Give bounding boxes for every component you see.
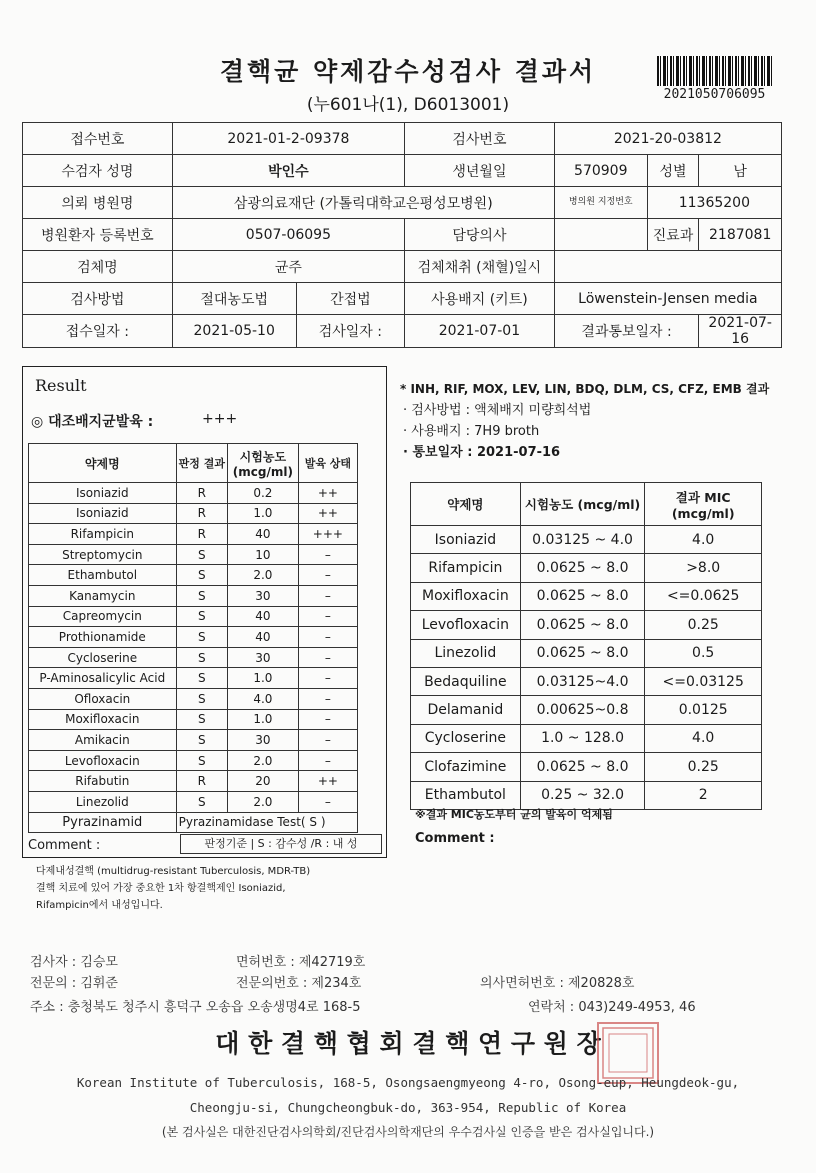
- table-cell: –: [298, 585, 357, 606]
- table-cell: 20: [227, 771, 298, 792]
- table-cell: 0.0125: [645, 696, 762, 724]
- table-cell: 0.25: [645, 611, 762, 639]
- table-cell: Levofloxacin: [29, 750, 177, 771]
- table-row: [29, 730, 358, 751]
- table-cell: –: [298, 730, 357, 751]
- table-row: [411, 724, 762, 752]
- solid-media-rows: [29, 483, 358, 813]
- table-cell: S: [176, 544, 227, 565]
- table-cell: S: [176, 750, 227, 771]
- barcode-icon: [657, 56, 772, 86]
- table-cell: –: [298, 544, 357, 565]
- table-header-row: [29, 444, 358, 483]
- institute-en-line-1: Korean Institute of Tuberculosis, 168-5, Osongsaengmyeong 4-ro, Osong-eup, Heungdeok-gu,: [76, 1075, 740, 1090]
- info-row: [23, 219, 782, 251]
- doctor-empty: [554, 219, 647, 251]
- table-cell: 0.0625 ~ 8.0: [520, 611, 645, 639]
- table-cell: 0.25 ~ 32.0: [520, 781, 645, 809]
- label-hospital-reg: 병원환자 등록번호: [23, 219, 173, 251]
- table-cell: Ofloxacin: [29, 688, 177, 709]
- institute-en-line-2: Cheongju-si, Chungcheongbuk-do, 363-954, Republic of Korea: [189, 1100, 627, 1115]
- right-header-line: * INH, RIF, MOX, LEV, LIN, BDQ, DLM, CS, CFZ, EMB 결과: [400, 382, 770, 396]
- label-hospital: 의뢰 병원명: [23, 187, 173, 219]
- table-row: [29, 606, 358, 627]
- table-cell: 0.03125 ~ 4.0: [520, 526, 645, 554]
- label-birth: 생년월일: [405, 155, 555, 187]
- table-cell: P-Aminosalicylic Acid: [29, 668, 177, 689]
- label-receipt-no: 접수번호: [23, 123, 173, 155]
- table-row: [29, 771, 358, 792]
- table-cell: –: [298, 627, 357, 648]
- label-hospital-code: 병의원 지정번호: [554, 187, 647, 219]
- report-date: 2021-07-16: [699, 315, 782, 348]
- header-conc: 시험농도 (mcg/ml): [227, 444, 298, 483]
- label-specimen: 검체명: [23, 251, 173, 283]
- address: 주소 : 충청북도 청주시 흥덕구 오송읍 오송생명4로 168-5: [30, 1000, 361, 1015]
- table-cell: S: [176, 627, 227, 648]
- header-judge: 판정 결과: [176, 444, 227, 483]
- solid-media-results-table: [28, 443, 358, 833]
- pza-row: [29, 812, 358, 833]
- specialist: 전문의 : 김휘준: [30, 976, 118, 991]
- license-no: 면허번호 : 제42719호: [236, 955, 366, 970]
- table-cell: ++: [298, 503, 357, 524]
- method-1: 절대농도법: [172, 283, 296, 315]
- table-cell: S: [176, 730, 227, 751]
- table-row: [411, 753, 762, 781]
- mic-note: ※결과 MIC농도부터 균의 발육이 억제됨: [415, 808, 613, 821]
- label-report-date: 결과통보일자 :: [554, 315, 699, 348]
- table-row: [29, 750, 358, 771]
- barcode-number: 2021050706095: [663, 87, 766, 102]
- table-cell: ++: [298, 483, 357, 504]
- certification-note: (본 검사실은 대한진단검사의학회/진단검사의학재단의 우수검사실 인증을 받은 검사실입니다.): [161, 1125, 655, 1139]
- header-growth: 발육 상태: [298, 444, 357, 483]
- test-date: 2021-07-01: [405, 315, 555, 348]
- seal-icon: [599, 1024, 657, 1082]
- table-row: [411, 667, 762, 695]
- table-cell: S: [176, 791, 227, 812]
- table-row: [29, 627, 358, 648]
- criteria-box: 판정기준 | S : 감수성 /R : 내 성: [180, 834, 382, 854]
- table-row: [29, 524, 358, 545]
- table-cell: 10: [227, 544, 298, 565]
- table-cell: S: [176, 688, 227, 709]
- table-cell: 0.25: [645, 753, 762, 781]
- table-row: [29, 565, 358, 586]
- label-method: 검사방법: [23, 283, 173, 315]
- label-sex: 성별: [647, 155, 699, 187]
- table-row: [29, 709, 358, 730]
- pza-result: Pyrazinamidase Test( S ): [176, 812, 357, 833]
- label-doctor: 담당의사: [405, 219, 555, 251]
- table-cell: 0.0625 ~ 8.0: [520, 753, 645, 781]
- tester: 검사자 : 김승모: [30, 955, 118, 970]
- table-cell: S: [176, 565, 227, 586]
- test-no: 2021-20-03812: [554, 123, 781, 155]
- info-row: [23, 251, 782, 283]
- info-row: [23, 283, 782, 315]
- table-cell: <=0.03125: [645, 667, 762, 695]
- info-row: [23, 315, 782, 348]
- table-row: [29, 791, 358, 812]
- label-patient-name: 수검자 성명: [23, 155, 173, 187]
- info-row: [23, 187, 782, 219]
- table-cell: –: [298, 606, 357, 627]
- table-cell: S: [176, 709, 227, 730]
- table-cell: S: [176, 606, 227, 627]
- table-cell: Moxifloxacin: [29, 709, 177, 730]
- birth-date: 570909: [554, 155, 647, 187]
- specimen: 균주: [172, 251, 404, 283]
- table-cell: >8.0: [645, 554, 762, 582]
- patient-name: 박인수: [172, 155, 404, 187]
- table-cell: <=0.0625: [645, 582, 762, 610]
- table-cell: 1.0: [227, 668, 298, 689]
- table-row: [29, 688, 358, 709]
- table-cell: 2.0: [227, 750, 298, 771]
- table-cell: Isoniazid: [29, 503, 177, 524]
- table-cell: S: [176, 585, 227, 606]
- dept-value: 2187081: [699, 219, 782, 251]
- table-cell: 0.0625 ~ 8.0: [520, 582, 645, 610]
- table-row: [411, 582, 762, 610]
- sex: 남: [699, 155, 782, 187]
- table-cell: S: [176, 668, 227, 689]
- table-row: [411, 554, 762, 582]
- table-cell: Prothionamide: [29, 627, 177, 648]
- table-cell: Rifampicin: [29, 524, 177, 545]
- table-cell: ++: [298, 771, 357, 792]
- table-cell: Delamanid: [411, 696, 521, 724]
- collect-date-empty: [554, 251, 781, 283]
- table-row: [411, 611, 762, 639]
- report-title: 결핵균 약제감수성검사 결과서: [219, 57, 597, 86]
- table-cell: Kanamycin: [29, 585, 177, 606]
- table-cell: –: [298, 668, 357, 689]
- table-row: [29, 544, 358, 565]
- table-cell: Linezolid: [29, 791, 177, 812]
- institute-name-kr: 대 한 결 핵 협 회 결 핵 연 구 원 장: [215, 1029, 601, 1058]
- info-row: [23, 123, 782, 155]
- table-cell: 1.0: [227, 503, 298, 524]
- right-method-line: · 검사방법 : 액체배지 미량희석법: [403, 403, 592, 418]
- table-cell: Isoniazid: [29, 483, 177, 504]
- label-test-date: 검사일자 :: [296, 315, 404, 348]
- table-cell: 1.0 ~ 128.0: [520, 724, 645, 752]
- table-cell: 40: [227, 606, 298, 627]
- table-cell: 0.00625~0.8: [520, 696, 645, 724]
- table-cell: R: [176, 524, 227, 545]
- table-cell: –: [298, 688, 357, 709]
- table-cell: Amikacin: [29, 730, 177, 751]
- table-cell: R: [176, 771, 227, 792]
- comment-line-3: Rifampicin에서 내성입니다.: [36, 900, 163, 911]
- table-cell: Streptomycin: [29, 544, 177, 565]
- table-cell: R: [176, 503, 227, 524]
- control-growth-value: +++: [202, 411, 238, 427]
- table-cell: 2.0: [227, 565, 298, 586]
- right-report-line: · 통보일자 : 2021-07-16: [403, 445, 561, 460]
- result-label: Result: [35, 376, 87, 395]
- table-cell: Cycloserine: [29, 647, 177, 668]
- table-cell: Bedaquiline: [411, 667, 521, 695]
- table-cell: 0.5: [645, 639, 762, 667]
- comment-line-2: 결핵 치료에 있어 가장 중요한 1차 항결핵제인 Isoniazid,: [36, 883, 286, 894]
- table-cell: 30: [227, 647, 298, 668]
- table-cell: Isoniazid: [411, 526, 521, 554]
- table-cell: Cycloserine: [411, 724, 521, 752]
- table-cell: 30: [227, 730, 298, 751]
- report-subtitle: (누601나(1), D6013001): [306, 95, 510, 115]
- control-growth-label: ◎ 대조배지균발육 :: [31, 414, 154, 430]
- hospital-name: 삼광의료재단 (가톨릭대학교은평성모병원): [172, 187, 554, 219]
- table-cell: Rifampicin: [411, 554, 521, 582]
- table-row: [29, 483, 358, 504]
- media: Löwenstein-Jensen media: [554, 283, 781, 315]
- table-row: [29, 503, 358, 524]
- label-test-no: 검사번호: [405, 123, 555, 155]
- comment-label-right: Comment :: [415, 831, 495, 846]
- table-cell: –: [298, 565, 357, 586]
- receipt-date: 2021-05-10: [172, 315, 296, 348]
- table-row: [411, 526, 762, 554]
- header-drug: 약제명: [29, 444, 177, 483]
- table-cell: S: [176, 647, 227, 668]
- table-cell: 4.0: [227, 688, 298, 709]
- table-cell: Capreomycin: [29, 606, 177, 627]
- table-cell: –: [298, 647, 357, 668]
- hospital-reg-no: 0507-06095: [172, 219, 404, 251]
- table-row: [29, 647, 358, 668]
- comment-line-1: 다제내성결핵 (multidrug-resistant Tuberculosis, MDR-TB): [36, 866, 311, 877]
- receipt-no: 2021-01-2-09378: [172, 123, 404, 155]
- table-cell: –: [298, 791, 357, 812]
- label-dept: 진료과: [647, 219, 699, 251]
- table-row: [411, 639, 762, 667]
- table-cell: –: [298, 709, 357, 730]
- table-cell: 4.0: [645, 724, 762, 752]
- table-row: [29, 668, 358, 689]
- table-header-row: [411, 483, 762, 526]
- table-cell: Moxifloxacin: [411, 582, 521, 610]
- table-cell: +++: [298, 524, 357, 545]
- table-cell: Ethambutol: [411, 781, 521, 809]
- table-cell: 0.03125~4.0: [520, 667, 645, 695]
- table-row: [411, 696, 762, 724]
- hospital-code: 11365200: [647, 187, 781, 219]
- table-cell: 1.0: [227, 709, 298, 730]
- mic-results-table: [410, 482, 762, 810]
- label-media: 사용배지 (키트): [405, 283, 555, 315]
- table-cell: 40: [227, 524, 298, 545]
- mic-rows: [411, 526, 762, 810]
- comment-label-left: Comment :: [28, 838, 101, 853]
- pza-name: Pyrazinamid: [29, 812, 177, 833]
- table-cell: 30: [227, 585, 298, 606]
- table-cell: 4.0: [645, 526, 762, 554]
- table-cell: R: [176, 483, 227, 504]
- right-media-line: · 사용배지 : 7H9 broth: [403, 424, 540, 439]
- table-cell: Linezolid: [411, 639, 521, 667]
- contact: 연락처 : 043)249-4953, 46: [528, 1000, 696, 1015]
- label-receipt-date: 접수일자 :: [23, 315, 173, 348]
- table-cell: 0.0625 ~ 8.0: [520, 554, 645, 582]
- table-cell: 0.0625 ~ 8.0: [520, 639, 645, 667]
- table-cell: Levofloxacin: [411, 611, 521, 639]
- table-cell: 0.2: [227, 483, 298, 504]
- table-cell: 40: [227, 627, 298, 648]
- table-cell: Rifabutin: [29, 771, 177, 792]
- doctor-license-no: 의사면허번호 : 제20828호: [480, 976, 635, 991]
- specialist-no: 전문의번호 : 제234호: [236, 976, 362, 991]
- patient-info-table: [22, 122, 782, 348]
- table-cell: –: [298, 750, 357, 771]
- label-collect-date: 검체채취 (채혈)일시: [405, 251, 555, 283]
- method-2: 간접법: [296, 283, 404, 315]
- table-cell: 2.0: [227, 791, 298, 812]
- info-row: [23, 155, 782, 187]
- header-drug: 약제명: [411, 483, 521, 526]
- table-row: [29, 585, 358, 606]
- table-cell: 2: [645, 781, 762, 809]
- table-cell: Clofazimine: [411, 753, 521, 781]
- header-conc: 시험농도 (mcg/ml): [520, 483, 645, 526]
- header-mic: 결과 MIC (mcg/ml): [645, 483, 762, 526]
- table-cell: Ethambutol: [29, 565, 177, 586]
